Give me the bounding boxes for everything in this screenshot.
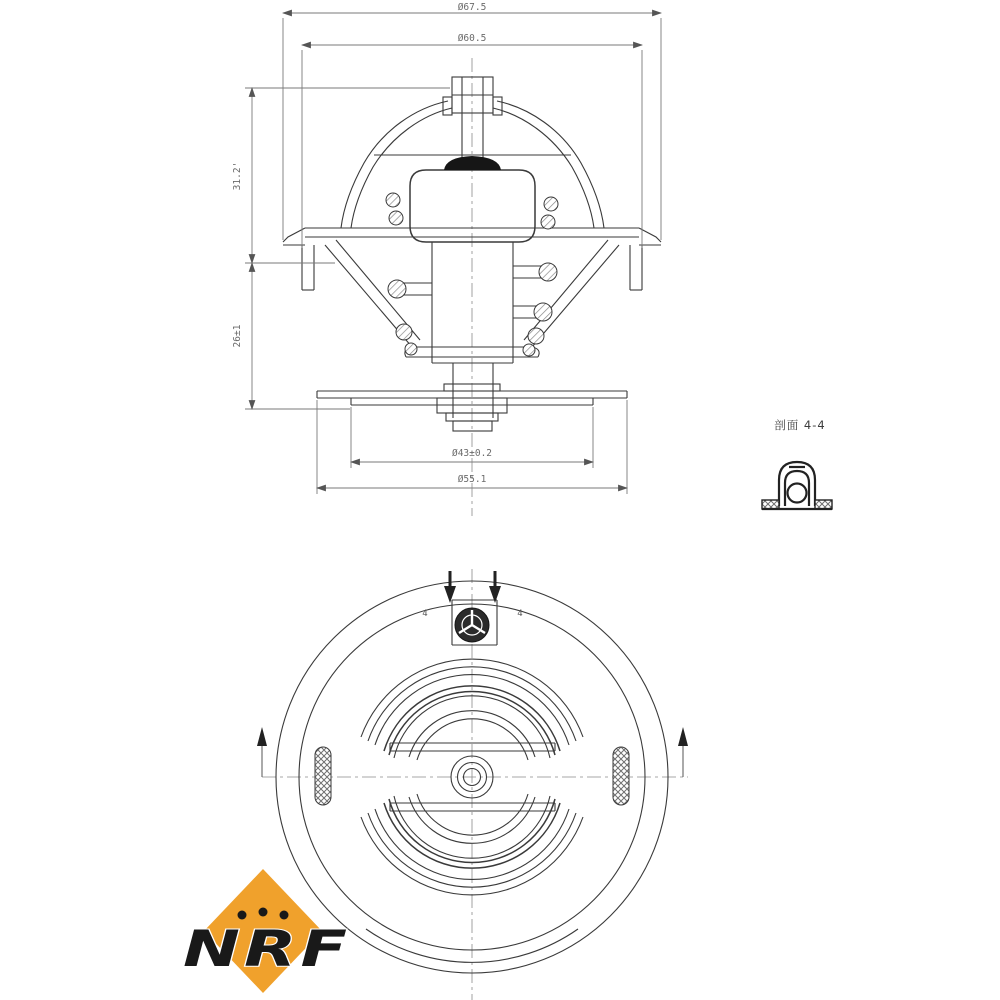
dim-label-left-lower: 26±1	[232, 324, 243, 348]
section-marker-left: 4	[422, 609, 428, 619]
left-flange-slot	[315, 747, 331, 805]
dim-label-bottom-plate: Ø55.1	[457, 474, 487, 485]
dim-label-top-outer: Ø67.5	[457, 2, 487, 13]
logo-dot-icon	[259, 908, 268, 917]
logo-dot-icon	[238, 911, 247, 920]
dim-label-top-inner: Ø60.5	[457, 33, 487, 44]
logo-text: NRF	[183, 920, 351, 978]
dim-label-bottom-seat: Ø43±0.2	[451, 448, 493, 459]
logo-dot-icon	[280, 911, 289, 920]
dim-label-left-upper: 31.2'	[232, 161, 243, 191]
section-detail-label: 剖面 4-4	[774, 418, 826, 432]
right-flange-slot	[613, 747, 629, 805]
section-marker-right: 4	[517, 609, 523, 619]
